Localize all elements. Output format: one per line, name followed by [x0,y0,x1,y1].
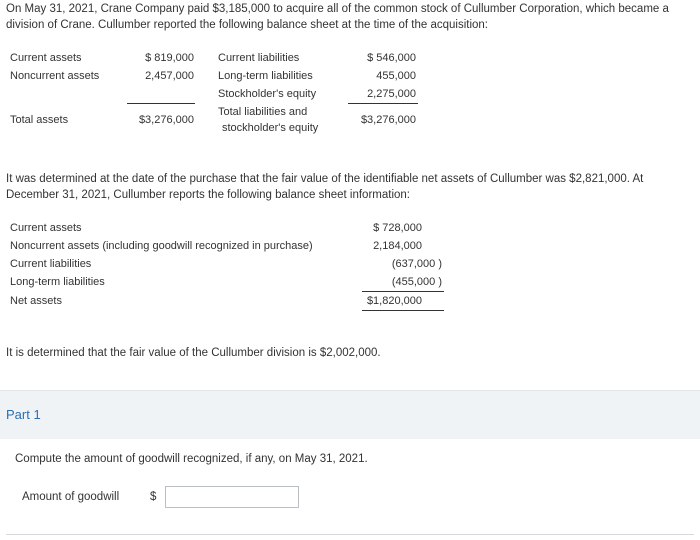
bs2-row-label: Current liabilities [10,258,92,270]
currency-symbol: $ [150,491,157,503]
bs1-current-assets-label: Current assets [10,52,82,64]
division-fair-value-text: It is determined that the fair value of the Cullumber division is $2,002,000. [6,347,381,359]
bs1-total-le-value: $3,276,000 [360,114,416,126]
bs2-row-value: (455,000 ) [391,276,442,288]
part-question: Compute the amount of goodwill recognized, if any, on May 31, 2021. [15,453,368,465]
bs1-noncurrent-assets-label: Noncurrent assets [10,70,100,82]
bs2-row-value: $ 728,000 [373,222,422,234]
bs2-row-value: $1,820,000 [366,295,422,307]
bs1-long-term-liabilities-value: 455,000 [376,70,416,82]
bs1-stockholders-equity-label: Stockholder's equity [218,88,317,100]
bs1-le-rule [348,103,418,104]
part-title: Part 1 [6,407,41,422]
bs1-current-liabilities-label: Current liabilities [218,52,300,64]
bs1-total-assets-label: Total assets [10,114,69,126]
bs2-row-value: (637,000 ) [391,258,442,270]
intro-paragraph: On May 31, 2021, Crane Company paid $3,185,000 to acquire all of the common stock of Cullumber Corporation, which became a division of Crane. Cullumber reported the following balance sheet at the time of the acquisition: [6,3,669,31]
bs1-current-liabilities-value: $ 546,000 [367,52,416,64]
part-header [0,390,700,439]
bs1-long-term-liabilities-label: Long-term liabilities [218,70,313,82]
bs1-stockholders-equity-value: 2,275,000 [367,88,416,100]
bs2-row-label: Net assets [10,295,62,307]
bs2-row-label: Noncurrent assets (including goodwill recognized in purchase) [10,240,313,252]
bs2-row-label: Long-term liabilities [10,276,105,288]
bs1-total-le-label-1: Total liabilities and [218,106,308,118]
bs2-total-rule [362,310,444,311]
bs1-noncurrent-assets-value: 2,457,000 [145,70,194,82]
goodwill-label: Amount of goodwill [22,491,120,503]
goodwill-input[interactable] [165,486,299,508]
bs1-total-assets-value: $3,276,000 [138,114,194,126]
bs1-total-le-label-2: stockholder's equity [222,122,319,134]
bs1-current-assets-value: $ 819,000 [145,52,194,64]
bs2-subtotal-rule [362,291,444,292]
bs1-assets-rule [127,103,195,104]
fair-value-paragraph: It was determined at the date of the purchase that the fair value of the identifiable net assets of Cullumber was $2,821,000. At December 31, 2021, Cullumber reports the following balance sheet information: [6,173,644,201]
divider [6,534,694,535]
bs2-row-label: Current assets [10,222,82,234]
bs2-row-value: 2,184,000 [373,240,422,252]
